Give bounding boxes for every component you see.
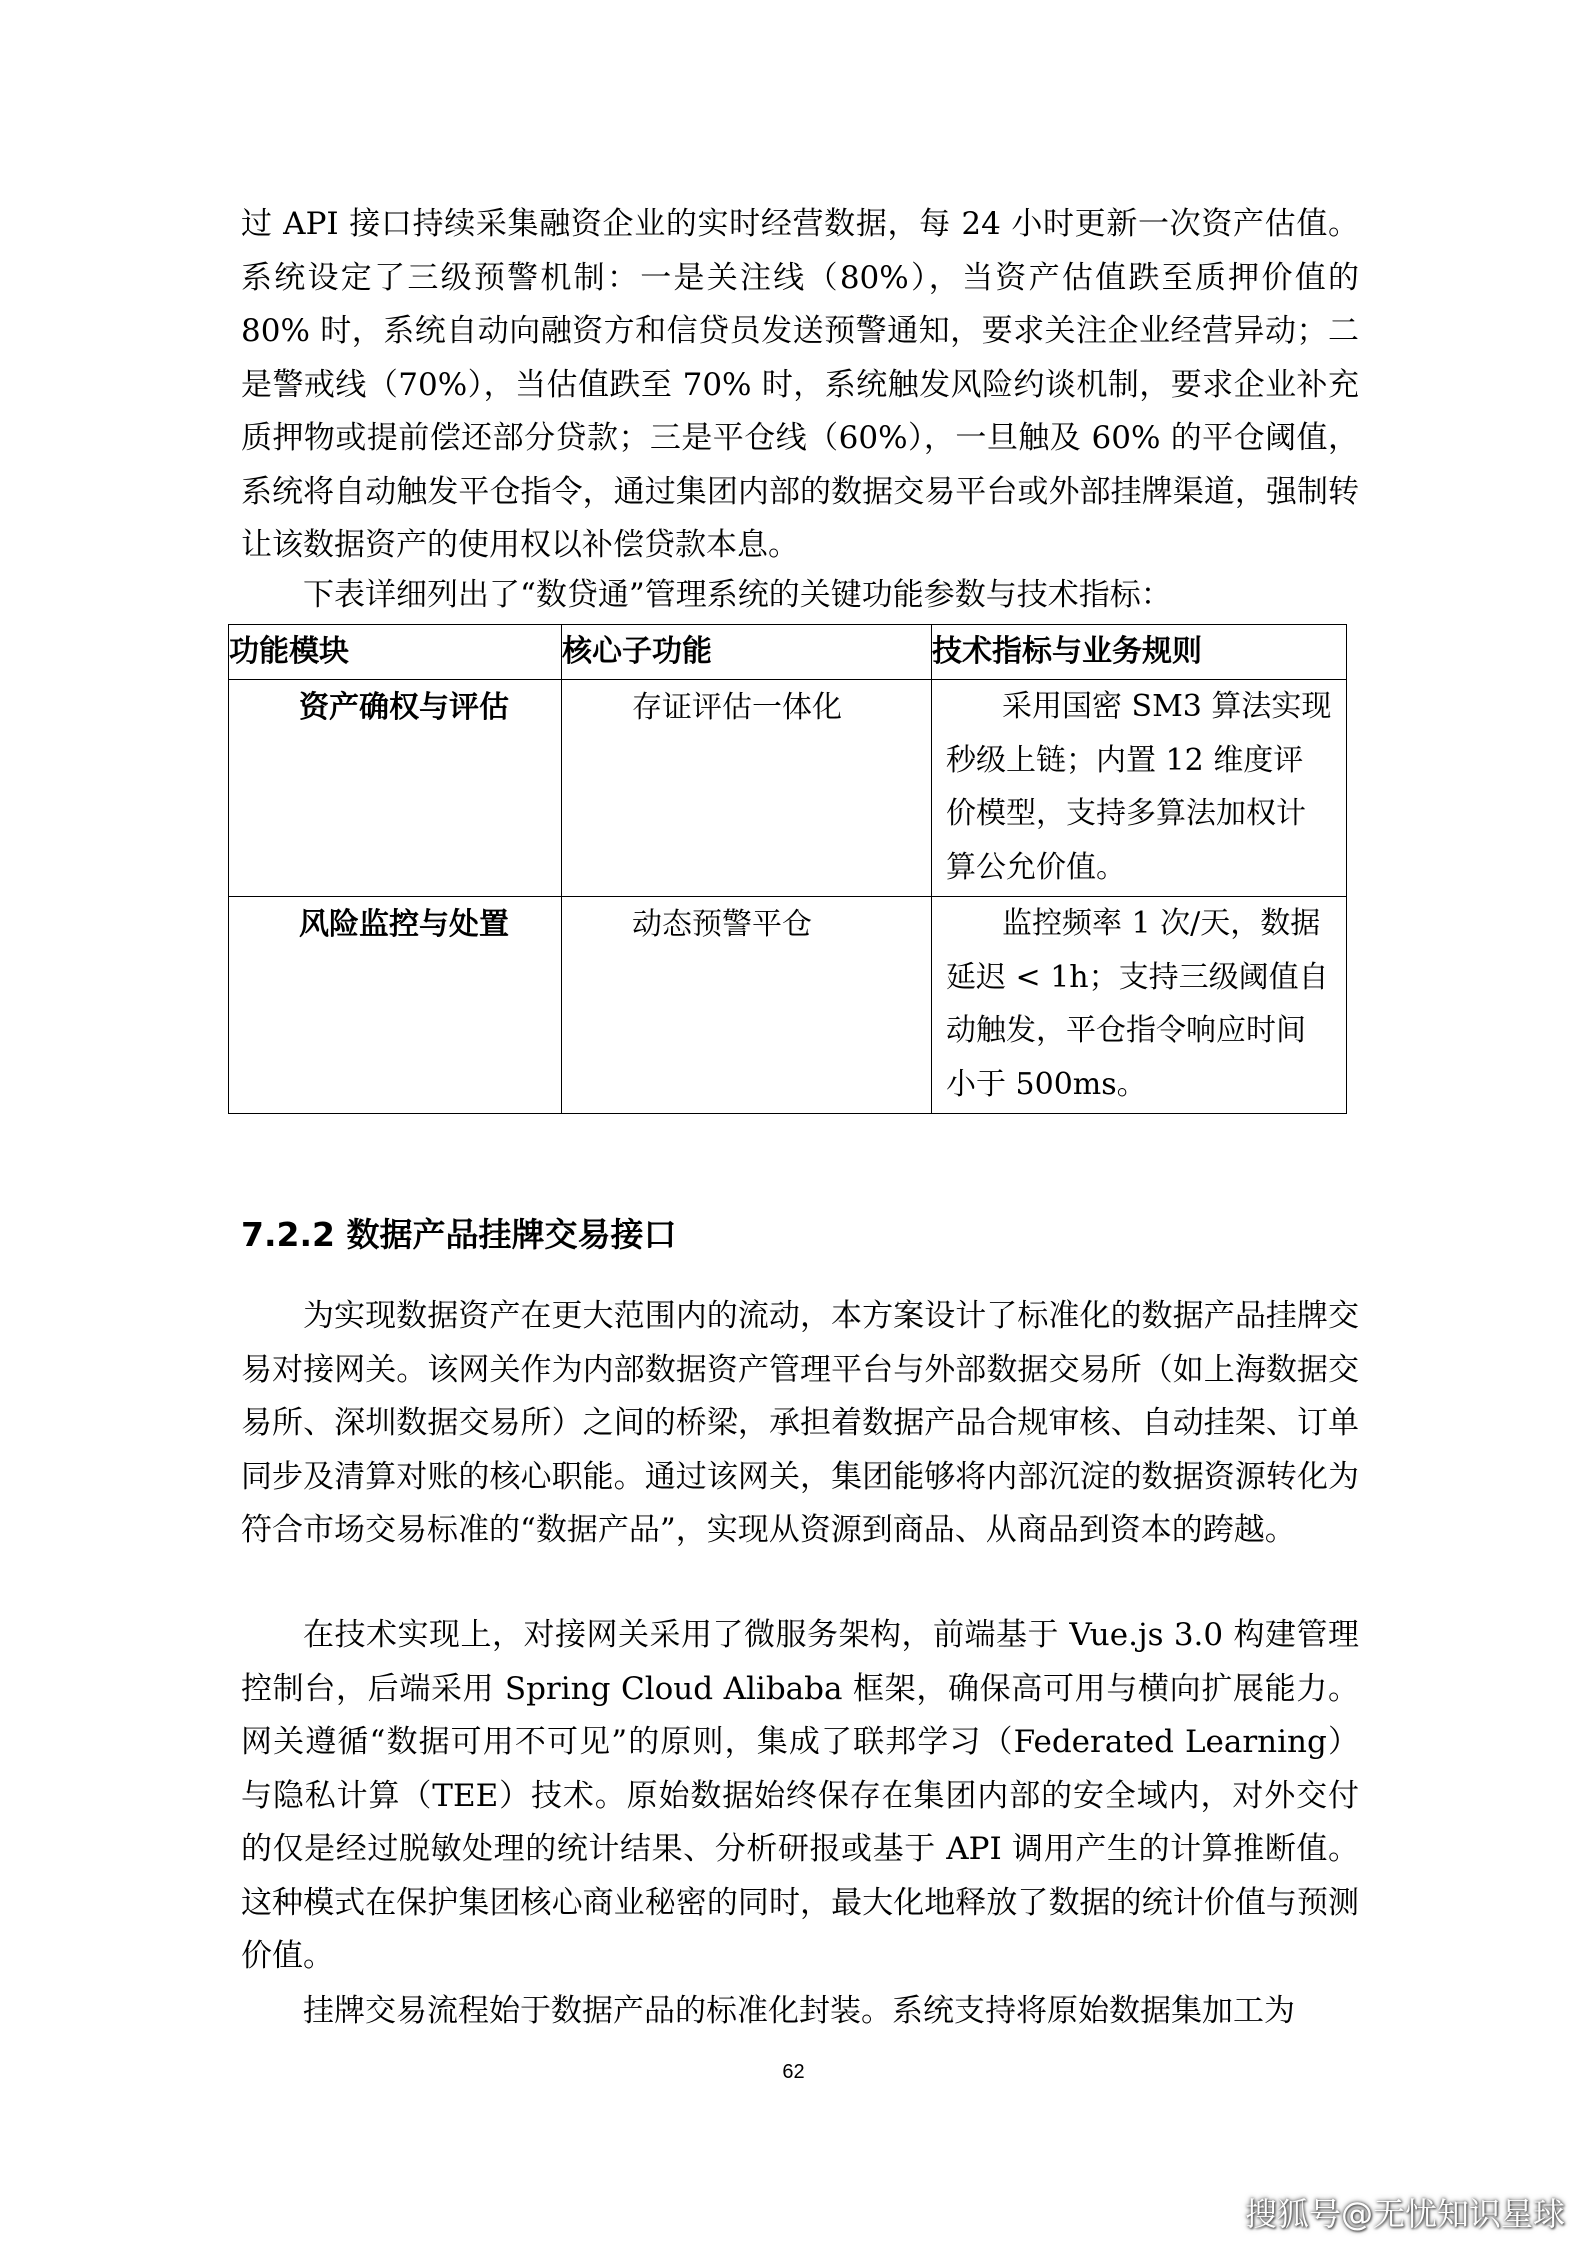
table-header-module: 功能模块 [229,625,562,680]
page-number: 62 [782,2061,805,2083]
table-header-row [229,625,1347,680]
table-cell-subfunction: 存证评估一体化 [562,680,932,897]
watermark-text: 搜狐号@无忧知识星球 [1244,2195,1565,2233]
body-paragraph-gateway: 为实现数据资产在更大范围内的流动，本方案设计了标准化的数据产品挂牌交易对接网关。该网关作为内部数据资产管理平台与外部数据交易所（如上海数据交易所、深圳数据交易所）之间的桥梁，承担着数据产品合规审核、自动挂架、订单同步及清算对账的核心职能。通过该网关，集团能够将内部沉淀的数据资源转化为符合市场交易标准的“数据产品”，实现从资源到商品、从商品到资本的跨越。 [241,1298,1359,1548]
table-header-subfunction: 核心子功能 [562,625,932,680]
table-cell-module: 资产确权与评估 [229,680,562,897]
table-row [229,680,1347,897]
table-intro-paragraph: 下表详细列出了“数贷通”管理系统的关键功能参数与技术指标： [303,577,1172,613]
body-paragraph-listing: 挂牌交易流程始于数据产品的标准化封装。系统支持将原始数据集加工为 [303,1993,1295,2029]
table-row [229,897,1347,1114]
table-cell-module: 风险监控与处置 [229,897,562,1114]
table-cell-rule: 采用国密 SM3 算法实现秒级上链；内置 12 维度评价模型，支持多算法加权计算公允价值。 [932,680,1347,897]
function-parameter-table [228,624,1347,1114]
table-header-rule: 技术指标与业务规则 [932,625,1347,680]
body-paragraph-technology: 在技术实现上，对接网关采用了微服务架构，前端基于 Vue.js 3.0 构建管理控制台，后端采用 Spring Cloud Alibaba 框架，确保高可用与横向扩展能力。网关遵循“数据可用不可见”的原则，集成了联邦学习（Federated Learning）与隐私计算（TEE）技术。原始数据始终保存在集团内部的安全域内，对外交付的仅是经过脱敏处理的统计结果、分析研报或基于 API 调用产生的计算推断值。这种模式在保护集团核心商业秘密的同时，最大化地释放了数据的统计价值与预测价值。 [241,1617,1359,1974]
table-cell-rule: 监控频率 1 次/天，数据延迟 < 1h；支持三级阈值自动触发，平仓指令响应时间小于 500ms。 [932,897,1347,1114]
table-cell-subfunction: 动态预警平仓 [562,897,932,1114]
body-paragraph-continuation: 过 API 接口持续采集融资企业的实时经营数据，每 24 小时更新一次资产估值。系统设定了三级预警机制：一是关注线（80%），当资产估值跌至质押价值的 80% 时，系统自动向融资方和信贷员发送预警通知，要求关注企业经营异动；二是警戒线（70%），当估值跌至 70% 时，系统触发风险约谈机制，要求企业补充质押物或提前偿还部分贷款；三是平仓线（60%），一旦触及 60% 的平仓阈值，系统将自动触发平仓指令，通过集团内部的数据交易平台或外部挂牌渠道，强制转让该数据资产的使用权以补偿贷款本息。 [241,206,1359,563]
section-heading: 7.2.2 数据产品挂牌交易接口 [241,1215,677,1254]
